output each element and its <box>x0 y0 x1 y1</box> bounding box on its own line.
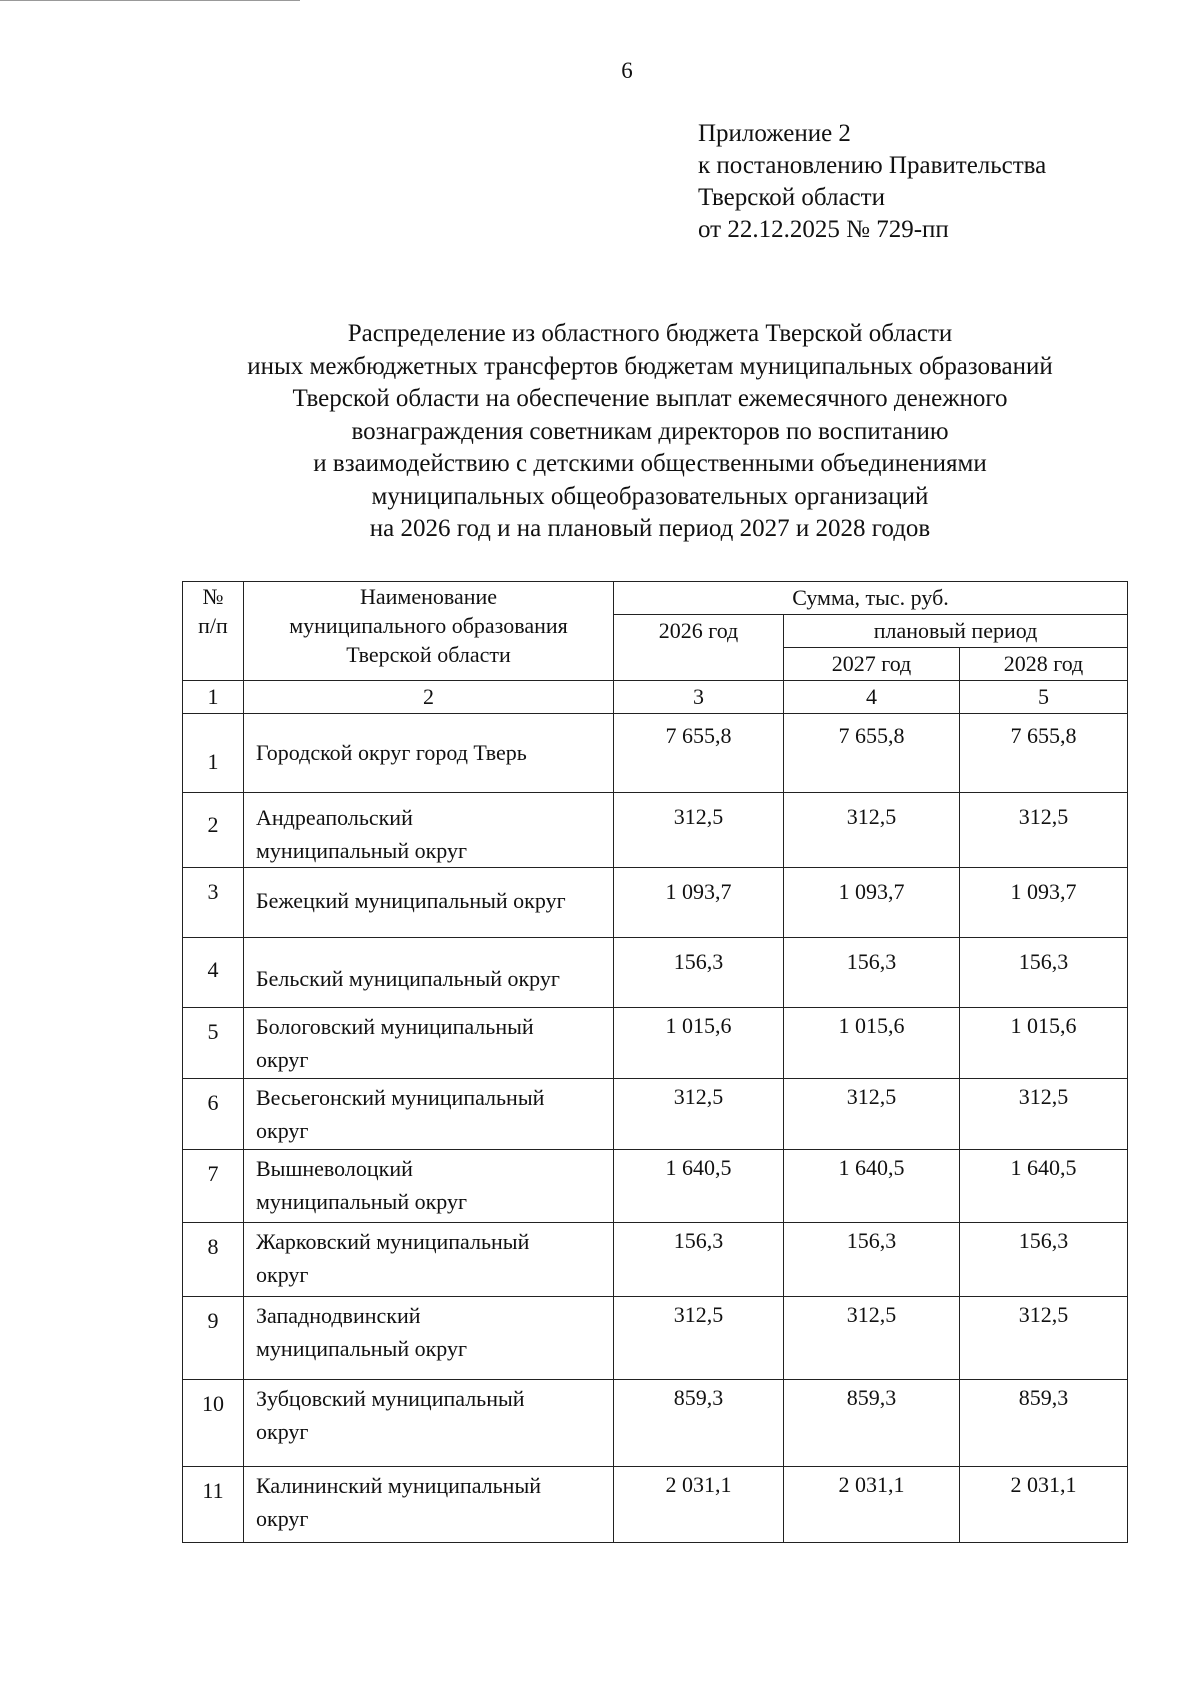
municipality-name-line: округ <box>256 1118 309 1143</box>
scan-edge-rule <box>0 0 300 2</box>
table-row <box>183 1297 1128 1380</box>
table-row <box>183 1079 1128 1150</box>
row-number: 11 <box>183 1467 244 1543</box>
amount-2028: 7 655,8 <box>960 714 1128 793</box>
municipality-name <box>244 1297 614 1380</box>
appendix-line: к постановлению Правительства <box>698 152 1047 179</box>
amount-2026: 312,5 <box>614 793 784 868</box>
amount-2026: 312,5 <box>614 1297 784 1380</box>
column-number: 3 <box>614 681 784 714</box>
amount-2028: 2 031,1 <box>960 1467 1128 1543</box>
appendix-line: Тверской области <box>698 184 885 211</box>
municipality-name <box>244 1223 614 1297</box>
column-number: 1 <box>183 681 244 714</box>
title-line: на 2026 год и на плановый период 2027 и 2028 годов <box>369 515 931 542</box>
amount-2028: 1 640,5 <box>960 1150 1128 1223</box>
header-num-abbr: п/п <box>198 613 228 638</box>
municipality-name-line: Западнодвинский <box>256 1303 421 1328</box>
amount-2027: 1 640,5 <box>784 1150 960 1223</box>
budget-table <box>182 581 1128 1543</box>
municipality-name-line: Вышневолоцкий <box>256 1156 413 1181</box>
title-line: Распределение из областного бюджета Тверской области <box>347 320 953 347</box>
table-row <box>183 1223 1128 1297</box>
amount-2028: 1 015,6 <box>960 1008 1128 1079</box>
municipality-name <box>244 714 614 793</box>
amount-2026: 1 640,5 <box>614 1150 784 1223</box>
municipality-name-line: муниципальный округ <box>256 1189 468 1214</box>
column-number: 2 <box>244 681 614 714</box>
municipality-name-line: округ <box>256 1047 309 1072</box>
municipality-name <box>244 1079 614 1150</box>
title-line: Тверской области на обеспечение выплат ежемесячного денежного <box>292 385 1008 412</box>
row-number: 10 <box>183 1380 244 1467</box>
amount-2028: 156,3 <box>960 938 1128 1008</box>
row-number: 6 <box>183 1079 244 1150</box>
header-name-cell <box>244 582 614 681</box>
municipality-name-line: Зубцовский муниципальный <box>256 1386 525 1411</box>
header-name-line: Тверской области <box>346 642 511 667</box>
municipality-name-line: муниципальный округ <box>256 1336 468 1361</box>
municipality-name-line: Жарковский муниципальный <box>256 1229 530 1254</box>
amount-2026: 1 015,6 <box>614 1008 784 1079</box>
row-number: 4 <box>183 938 244 1008</box>
table-row <box>183 868 1128 938</box>
amount-2027: 1 093,7 <box>784 868 960 938</box>
amount-2026: 2 031,1 <box>614 1467 784 1543</box>
table-row <box>183 793 1128 868</box>
header-name-line: муниципального образования <box>289 613 568 638</box>
amount-2028: 312,5 <box>960 793 1128 868</box>
appendix-block <box>698 118 1046 246</box>
municipality-name-line: муниципальный округ <box>256 838 468 863</box>
amount-2028: 312,5 <box>960 1297 1128 1380</box>
municipality-name-line: Бежецкий муниципальный округ <box>256 888 566 913</box>
header-row <box>183 582 1128 615</box>
municipality-name-line: округ <box>256 1506 309 1531</box>
amount-2026: 859,3 <box>614 1380 784 1467</box>
amount-2028: 156,3 <box>960 1223 1128 1297</box>
municipality-name <box>244 868 614 938</box>
table-row <box>183 1380 1128 1467</box>
municipality-name <box>244 1150 614 1223</box>
table-row <box>183 1150 1128 1223</box>
amount-2026: 156,3 <box>614 1223 784 1297</box>
row-number: 5 <box>183 1008 244 1079</box>
amount-2027: 7 655,8 <box>784 714 960 793</box>
column-number: 5 <box>960 681 1128 714</box>
header-year-2027: 2027 год <box>784 648 960 681</box>
header-planned-period: плановый период <box>784 615 1128 648</box>
municipality-name <box>244 938 614 1008</box>
row-number: 2 <box>183 793 244 868</box>
table-row <box>183 714 1128 793</box>
municipality-name <box>244 793 614 868</box>
header-num-symbol: № <box>202 584 224 609</box>
header-name-line: Наименование <box>359 584 498 609</box>
header-sum-cell: Сумма, тыс. руб. <box>614 582 1128 615</box>
row-number: 8 <box>183 1223 244 1297</box>
title-line: вознаграждения советникам директоров по воспитанию <box>351 417 949 445</box>
row-number: 9 <box>183 1297 244 1380</box>
amount-2026: 7 655,8 <box>614 714 784 793</box>
municipality-name-line: Бологовский муниципальный <box>256 1014 534 1039</box>
municipality-name <box>244 1008 614 1079</box>
document-title <box>150 318 1150 546</box>
page-number: 6 <box>621 58 633 83</box>
amount-2028: 1 093,7 <box>960 868 1128 938</box>
column-number: 4 <box>784 681 960 714</box>
header-year-2026: 2026 год <box>614 615 784 681</box>
municipality-name <box>244 1380 614 1467</box>
amount-2026: 312,5 <box>614 1079 784 1150</box>
title-line: иных межбюджетных трансфертов бюджетам муниципальных образований <box>247 352 1053 380</box>
municipality-name-line: округ <box>256 1419 309 1444</box>
municipality-name <box>244 1467 614 1543</box>
amount-2027: 2 031,1 <box>784 1467 960 1543</box>
amount-2027: 312,5 <box>784 793 960 868</box>
header-num-cell <box>183 582 244 681</box>
table-row <box>183 1008 1128 1079</box>
municipality-name-line: Андреапольский <box>256 805 413 830</box>
amount-2026: 156,3 <box>614 938 784 1008</box>
amount-2028: 312,5 <box>960 1079 1128 1150</box>
row-number: 1 <box>183 714 244 793</box>
header-year-2028: 2028 год <box>960 648 1128 681</box>
amount-2028: 859,3 <box>960 1380 1128 1467</box>
municipality-name-line: Бельский муниципальный округ <box>256 966 560 991</box>
table-row <box>183 1467 1128 1543</box>
municipality-name-line: округ <box>256 1262 309 1287</box>
row-number: 7 <box>183 1150 244 1223</box>
amount-2026: 1 093,7 <box>614 868 784 938</box>
municipality-name-line: Калининский муниципальный <box>256 1473 542 1498</box>
table-row <box>183 938 1128 1008</box>
municipality-name-line: Городской округ город Тверь <box>256 740 527 765</box>
appendix-line: Приложение 2 <box>698 120 851 147</box>
column-number-row <box>183 681 1128 714</box>
amount-2027: 859,3 <box>784 1380 960 1467</box>
amount-2027: 156,3 <box>784 1223 960 1297</box>
row-number: 3 <box>183 868 244 938</box>
amount-2027: 1 015,6 <box>784 1008 960 1079</box>
title-line: муниципальных общеобразовательных организаций <box>371 482 929 510</box>
amount-2027: 156,3 <box>784 938 960 1008</box>
municipality-name-line: Весьегонский муниципальный <box>256 1085 545 1110</box>
amount-2027: 312,5 <box>784 1079 960 1150</box>
appendix-line: от 22.12.2025 № 729-пп <box>698 216 949 243</box>
amount-2027: 312,5 <box>784 1297 960 1380</box>
title-line: и взаимодействию с детскими общественными объединениями <box>313 450 987 477</box>
